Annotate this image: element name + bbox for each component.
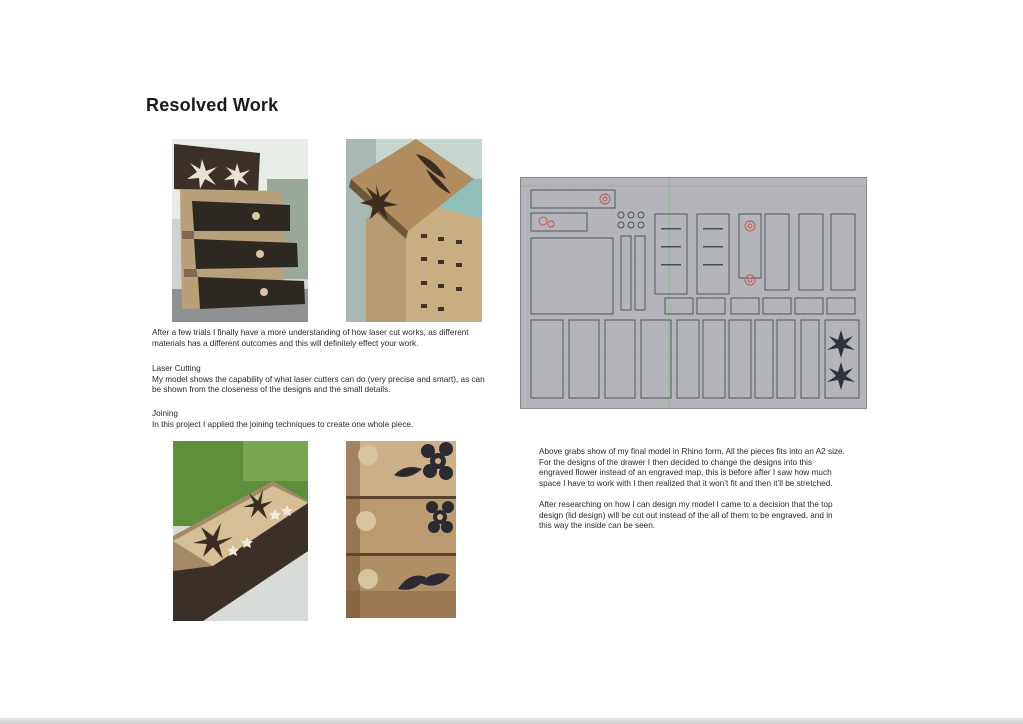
laser-cutting-paragraph: My model shows the capability of what laser cutters can do (very precise and smart), as can be shown from the closeness of the designs and the small details. xyxy=(152,374,485,395)
rhino-cad-screenshot xyxy=(520,177,867,409)
joining-paragraph: In this project I applied the joining techniques to create one whole piece. xyxy=(152,419,414,429)
photo-drawers-open xyxy=(172,139,308,322)
joining-block xyxy=(152,409,492,430)
page-bottom-border xyxy=(0,718,1023,724)
rhino-paragraph-2: After researching on how I can design my model I came to a decision that the top design (lid design) will be cut out instead of the all of them to be engraved, and in this way the inside can be seen. xyxy=(539,499,833,531)
photo-drawers-flowers xyxy=(346,441,456,618)
laser-cutting-heading: Laser Cutting xyxy=(152,364,201,373)
joining-heading: Joining xyxy=(152,409,178,418)
rhino-text-block xyxy=(539,447,847,542)
intro-text-block xyxy=(152,328,490,360)
laser-cutting-block xyxy=(152,364,492,396)
photo-box-lid xyxy=(346,139,482,322)
photo-lid-cutout xyxy=(173,441,308,621)
rhino-paragraph-1: Above grabs show of my final model in Rhino form. All the pieces fits into an A2 size. For the designs of the drawer I then decided to change the designs into this engraved flower instead of an engraved map, this is before after I saw how much space I have to work with I then realized that it won’t fit and then it’ll be stretched. xyxy=(539,447,845,488)
page-title: Resolved Work xyxy=(146,95,279,115)
intro-paragraph: After a few trials I finally have a more understanding of how laser cut works, as different materials has a different outcomes and this will definitely effect your work. xyxy=(152,328,469,348)
